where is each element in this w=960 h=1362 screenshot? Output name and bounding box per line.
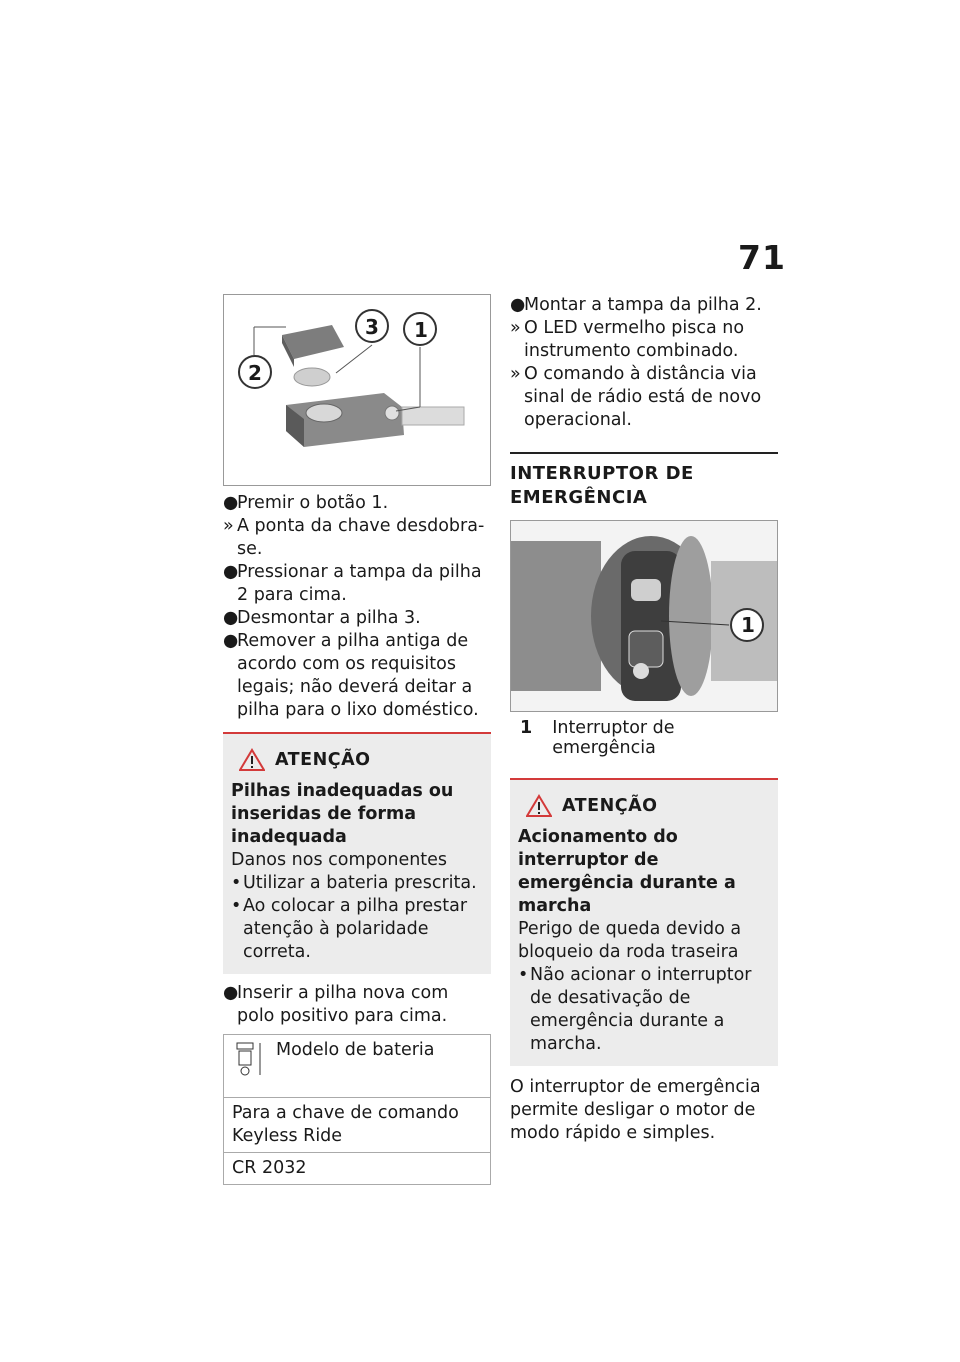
warning-bullet: • Não acionar o interruptor de desativação de emergência durante a marcha. bbox=[518, 965, 752, 1054]
warning-bullet: • Utilizar a bateria prescrita. bbox=[231, 873, 477, 893]
warning-triangle-icon bbox=[526, 794, 552, 818]
warning-header bbox=[526, 794, 770, 818]
left-column bbox=[223, 294, 491, 1185]
step-after: ● Inserir a pilha nova com polo positivo para cima. bbox=[223, 983, 449, 1026]
bullet-dot: ● bbox=[223, 562, 239, 582]
page-number: 71 bbox=[738, 238, 786, 277]
double-chevron: » bbox=[223, 516, 234, 536]
callout-2: 2 bbox=[248, 361, 262, 385]
warning-consequence: Perigo de queda devido a bloqueio da roda traseira bbox=[518, 919, 742, 962]
steps-list bbox=[223, 492, 491, 722]
warning-title: ATENÇÃO bbox=[275, 749, 371, 770]
double-chevron: » bbox=[510, 364, 521, 384]
callout-1: 1 bbox=[741, 613, 755, 637]
warning-header bbox=[239, 748, 483, 772]
step-item: ● Desmontar a pilha 3. bbox=[223, 608, 421, 628]
step-item: ● Pressionar a tampa da pilha 2 para cima. bbox=[223, 562, 482, 605]
steps-list-right: ● Montar a tampa da pilha 2. » O LED vermelho pisca no instrumento combinado. » O comando à distância via sinal de rádio está de novo operacional. bbox=[510, 295, 762, 430]
result-item: » A ponta da chave desdobra-se. bbox=[223, 516, 485, 559]
figure-legend: 1 Interruptor de emergência bbox=[520, 718, 675, 758]
table-header: Modelo de bateria bbox=[276, 1040, 435, 1060]
warning-box bbox=[223, 732, 491, 974]
bullet-dot: ● bbox=[223, 983, 239, 1003]
warning-consequence: Danos nos componentes bbox=[231, 850, 448, 870]
step-item: ● Remover a pilha antiga de acordo com os requisitos legais; não deverá deitar a pilha para o lixo doméstico. bbox=[223, 631, 479, 720]
warning-bullet: • Ao colocar a pilha prestar atenção à polaridade correta. bbox=[231, 896, 468, 962]
battery-model-icon bbox=[232, 1039, 266, 1079]
warning-subtitle: Acionamento do interruptor de emergência durante a marcha bbox=[518, 827, 736, 916]
warning-box bbox=[510, 778, 778, 1066]
warning-triangle-icon bbox=[239, 748, 265, 772]
bullet-dot: ● bbox=[223, 493, 239, 513]
table-row: Para a chave de comando Keyless Ride bbox=[224, 1097, 490, 1152]
right-column bbox=[510, 294, 778, 1145]
table-row: CR 2032 bbox=[224, 1152, 490, 1184]
table-header-row bbox=[224, 1035, 490, 1097]
warning-subtitle: Pilhas inadequadas ou inseridas de forma inadequada bbox=[231, 781, 454, 847]
handlebar-illustration bbox=[511, 521, 777, 711]
double-chevron: » bbox=[510, 318, 521, 338]
warning-title: ATENÇÃO bbox=[562, 795, 658, 816]
step-item: ● Premir o botão 1. bbox=[223, 493, 389, 513]
key-battery-figure bbox=[223, 294, 491, 486]
bullet-dot: ● bbox=[223, 631, 239, 651]
paragraph: O interruptor de emergência permite desligar o motor de modo rápido e simples. bbox=[510, 1077, 761, 1143]
key-illustration bbox=[224, 295, 490, 485]
callout-1: 1 bbox=[414, 318, 428, 342]
section-title: INTERRUPTOR DE EMERGÊNCIA bbox=[510, 452, 778, 510]
battery-table bbox=[223, 1034, 491, 1185]
bullet-dot: ● bbox=[223, 608, 239, 628]
bullet-dot: ● bbox=[510, 295, 526, 315]
callout-3: 3 bbox=[365, 315, 379, 339]
handlebar-figure bbox=[510, 520, 778, 712]
